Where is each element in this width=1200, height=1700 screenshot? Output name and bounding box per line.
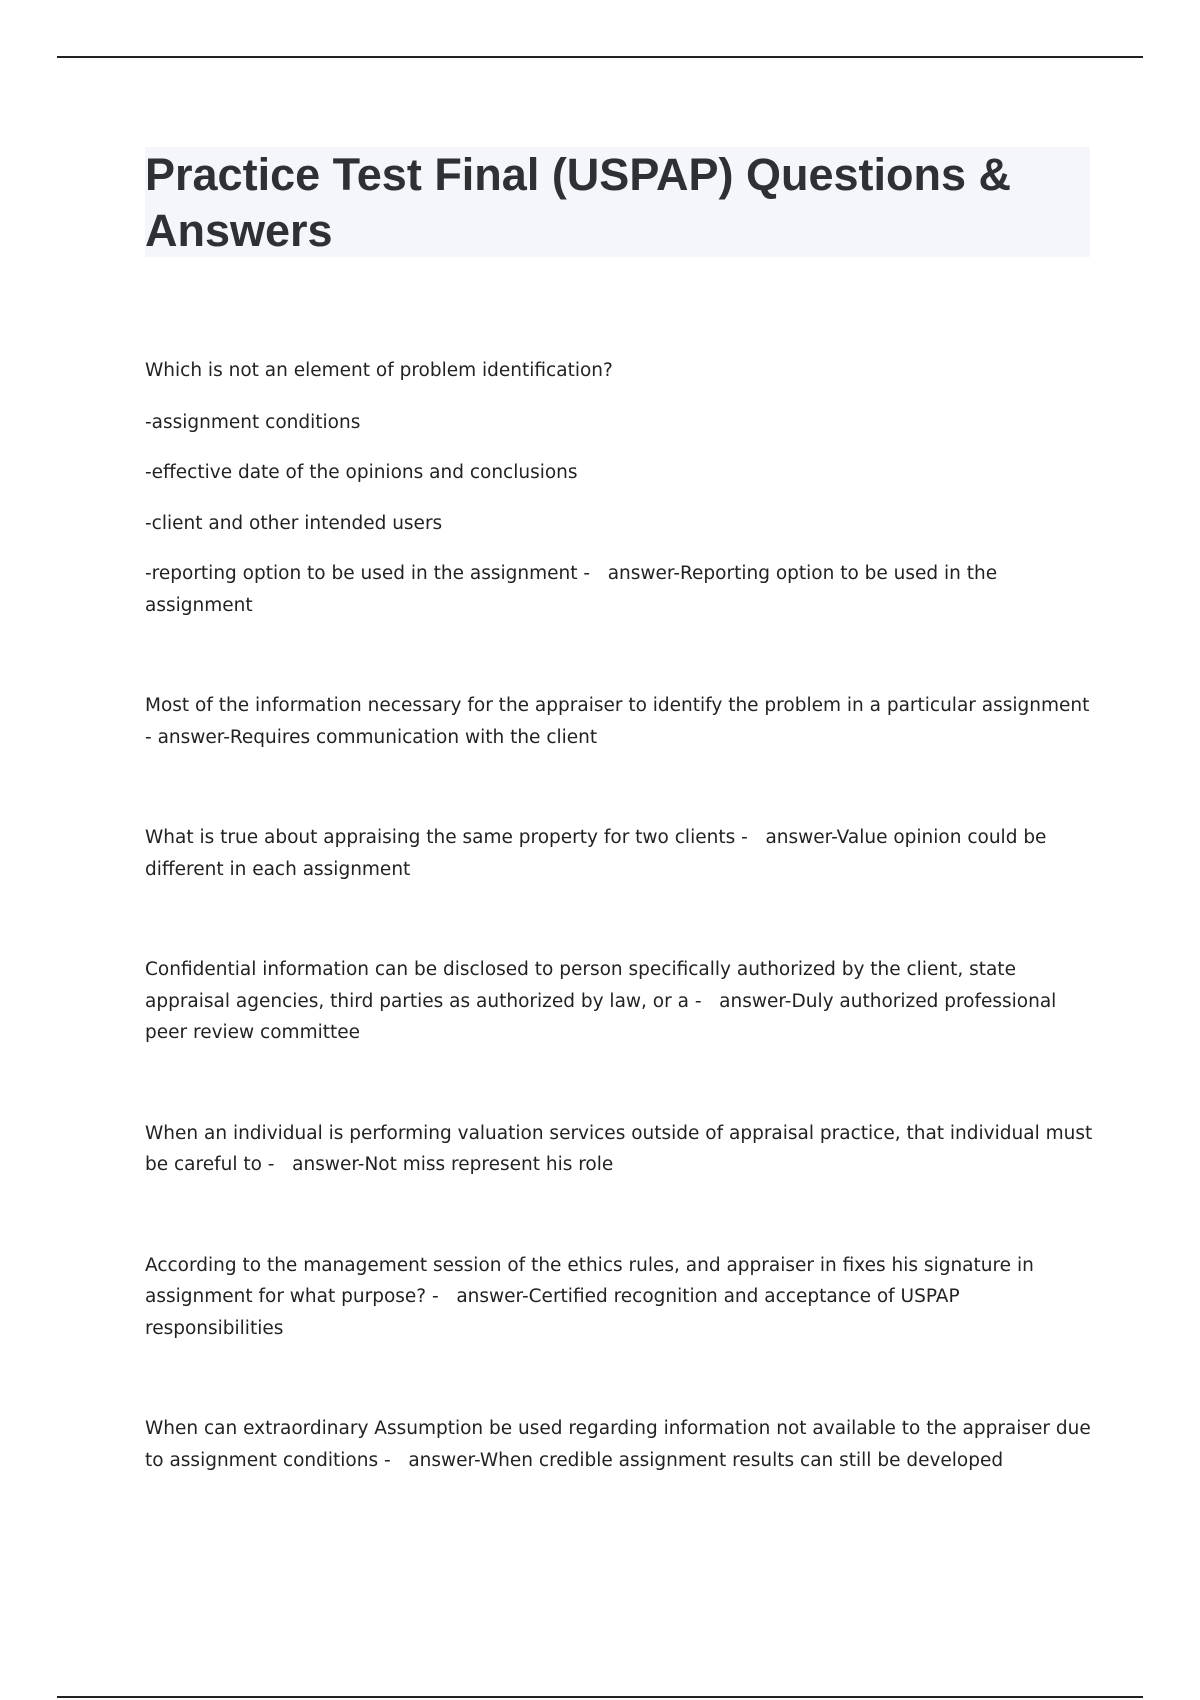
answer-option: -reporting option to be used in the assignment - xyxy=(145,563,591,584)
question-stem: According to the management session of the ethics rules, and appraiser in fixes his signature in assignment for what purpose? - xyxy=(145,1254,1034,1307)
question-stem: What is true about appraising the same property for two clients - xyxy=(145,827,748,848)
question-stem: When an individual is performing valuation services outside of appraisal practice, that individual must be careful to - xyxy=(145,1122,1093,1175)
question-answer-block xyxy=(145,1250,1095,1345)
question-answer-block xyxy=(145,1118,1095,1181)
question-answer-block xyxy=(145,558,1095,621)
answer-text: answer-Value opinion could be different in each assignment xyxy=(145,827,1047,880)
document-body xyxy=(145,355,1095,1545)
question-answer-block xyxy=(145,1413,1095,1476)
answer-text: answer-When credible assignment results can still be developed xyxy=(408,1449,1004,1471)
answer-text: answer-Not miss represent his role xyxy=(292,1154,614,1175)
question-stem: Most of the information necessary for the appraiser to identify the problem in a particular assignment - xyxy=(145,695,1090,748)
answer-text: answer-Reporting option to be used in the assignment xyxy=(145,563,998,616)
question-answer-block xyxy=(145,954,1095,1049)
answer-option: -effective date of the opinions and conclusions xyxy=(145,462,578,483)
question-answer-block xyxy=(145,822,1095,885)
document-title: Practice Test Final (USPAP) Questions & Answers xyxy=(145,149,1012,256)
answer-text: answer-Certified recognition and acceptance of USPAP responsibilities xyxy=(145,1286,960,1339)
question-stem: Which is not an element of problem identification? xyxy=(145,360,613,381)
answer-text: answer-Duly authorized professional peer review committee xyxy=(145,990,1057,1043)
answer-option: -client and other intended users xyxy=(145,512,443,534)
bottom-divider xyxy=(57,1696,1143,1698)
top-divider xyxy=(57,56,1143,58)
question-stem: Confidential information can be disclosed to person specifically authorized by the client, state appraisal agencies, third parties as authorized by law, or a - xyxy=(145,959,1016,1012)
answer-text: answer-Requires communication with the client xyxy=(157,726,598,748)
question-stem: When can extraordinary Assumption be used regarding information not available to the appraiser due to assignment conditions - xyxy=(145,1418,1091,1471)
answer-option: -assignment conditions xyxy=(145,411,361,433)
question-answer-block xyxy=(145,690,1095,753)
